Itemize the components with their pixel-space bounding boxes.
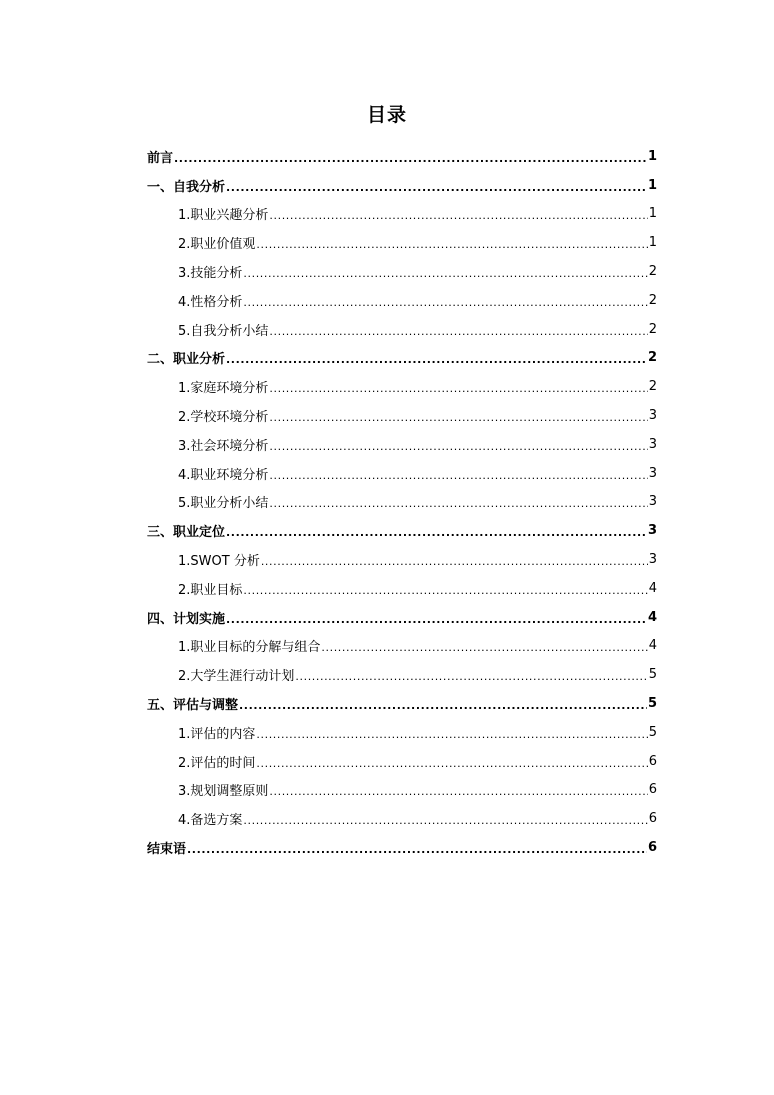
toc-dot-leader [321, 641, 647, 654]
toc-entry-label: 5.职业分析小结 [178, 496, 269, 512]
toc-entry-label: 3.社会环境分析 [178, 438, 269, 454]
toc-subsection-entry[interactable] [147, 286, 657, 315]
toc-page-number: 5 [648, 667, 657, 683]
toc-dot-leader [269, 325, 647, 338]
toc-page-number: 3 [648, 494, 657, 510]
toc-page-number: 6 [648, 782, 657, 798]
toc-page-number: 1 [648, 235, 657, 251]
toc-entry-label: 2.职业价值观 [178, 237, 256, 253]
toc-dot-leader [243, 267, 647, 280]
toc-page-number: 6 [647, 840, 657, 856]
toc-page-number: 4 [648, 638, 657, 654]
toc-dot-leader [226, 526, 647, 539]
toc-page-number: 2 [648, 292, 657, 308]
toc-page-number: 1 [647, 177, 657, 193]
toc-subsection-entry[interactable] [147, 372, 657, 401]
toc-subsection-entry[interactable] [147, 747, 657, 776]
toc-dot-leader [243, 584, 647, 597]
toc-subsection-entry[interactable] [147, 430, 657, 459]
toc-section-entry[interactable] [147, 142, 657, 171]
toc-page-number: 1 [647, 148, 657, 164]
toc-page-number: 1 [648, 206, 657, 222]
toc-dot-leader [269, 497, 647, 510]
page-title: 目录 [366, 104, 407, 126]
toc-subsection-entry[interactable] [147, 804, 657, 833]
toc-entry-label: 4.性格分析 [178, 294, 243, 310]
toc-entry-label: 4.备选方案 [178, 813, 243, 829]
toc-section-entry[interactable] [147, 689, 657, 718]
toc-dot-leader [295, 670, 647, 683]
toc-page-number: 3 [648, 408, 657, 424]
toc-subsection-entry[interactable] [147, 574, 657, 603]
toc-subsection-entry[interactable] [147, 632, 657, 661]
toc-page-number: 3 [648, 465, 657, 481]
toc-dot-leader [269, 209, 647, 222]
toc-dot-leader [269, 785, 647, 798]
toc-entry-label: 四、计划实施 [147, 611, 226, 627]
toc-page-number: 2 [648, 379, 657, 395]
toc-subsection-entry[interactable] [147, 718, 657, 747]
toc-subsection-entry[interactable] [147, 545, 657, 574]
toc-section-entry[interactable] [147, 603, 657, 632]
toc-subsection-entry[interactable] [147, 257, 657, 286]
toc-section-entry[interactable] [147, 833, 657, 862]
toc-page-number: 2 [648, 321, 657, 337]
toc-dot-leader [226, 613, 647, 626]
toc-page-number: 3 [647, 523, 657, 539]
toc-dot-leader [269, 382, 647, 395]
toc-subsection-entry[interactable] [147, 401, 657, 430]
toc-dot-leader [174, 152, 647, 165]
toc-entry-label: 1.家庭环境分析 [178, 381, 269, 397]
toc-dot-leader [226, 353, 647, 366]
toc-entry-label: 1.职业兴趣分析 [178, 208, 269, 224]
toc-section-entry[interactable] [147, 171, 657, 200]
toc-page-number: 5 [647, 696, 657, 712]
toc-page-number: 2 [648, 264, 657, 280]
toc-entry-label: 2.大学生涯行动计划 [178, 669, 295, 685]
toc-page-number: 4 [647, 609, 657, 625]
toc-entry-label: 二、职业分析 [147, 352, 226, 368]
toc-page-number: 5 [648, 724, 657, 740]
toc-dot-leader [243, 296, 647, 309]
toc-subsection-entry[interactable] [147, 228, 657, 257]
toc-entry-label: 三、职业定位 [147, 525, 226, 541]
toc-dot-leader [239, 699, 647, 712]
toc-entry-label: 前言 [147, 150, 174, 166]
toc-entry-label: 一、自我分析 [147, 179, 226, 195]
toc-entry-label: 1.评估的内容 [178, 726, 256, 742]
toc-dot-leader [269, 469, 647, 482]
toc-subsection-entry[interactable] [147, 488, 657, 517]
toc-dot-leader [256, 757, 647, 770]
toc-page-number: 3 [648, 436, 657, 452]
toc-section-entry[interactable] [147, 516, 657, 545]
toc-entry-label: 5.自我分析小结 [178, 323, 269, 339]
toc-entry-label: 4.职业环境分析 [178, 467, 269, 483]
toc-dot-leader [269, 440, 647, 453]
toc-entry-label: 2.评估的时间 [178, 755, 256, 771]
toc-dot-leader [269, 411, 647, 424]
toc-entry-label: 结束语 [147, 842, 187, 858]
toc-subsection-entry[interactable] [147, 315, 657, 344]
toc-page-number: 4 [648, 580, 657, 596]
toc-section-entry[interactable] [147, 344, 657, 373]
toc-entry-label: 2.职业目标 [178, 582, 243, 598]
toc-page-number: 6 [648, 811, 657, 827]
toc-entry-label: 五、评估与调整 [147, 698, 239, 714]
toc-dot-leader [243, 814, 647, 827]
toc-subsection-entry[interactable] [147, 459, 657, 488]
toc-dot-leader [261, 555, 648, 568]
toc-entry-label: 3.技能分析 [178, 266, 243, 282]
toc-dot-leader [187, 843, 647, 856]
toc-entry-label: 3.规划调整原则 [178, 784, 269, 800]
toc-dot-leader [256, 238, 647, 251]
table-of-contents [147, 142, 657, 862]
toc-page-number: 6 [648, 753, 657, 769]
toc-page-number: 3 [648, 552, 657, 568]
toc-subsection-entry[interactable] [147, 660, 657, 689]
toc-subsection-entry[interactable] [147, 776, 657, 805]
toc-subsection-entry[interactable] [147, 200, 657, 229]
toc-page-number: 2 [647, 350, 657, 366]
toc-entry-label: 1.职业目标的分解与组合 [178, 640, 321, 656]
toc-dot-leader [226, 181, 647, 194]
toc-entry-label: 2.学校环境分析 [178, 410, 269, 426]
toc-entry-label: 1.SWOT 分析 [178, 554, 260, 570]
toc-dot-leader [256, 728, 647, 741]
